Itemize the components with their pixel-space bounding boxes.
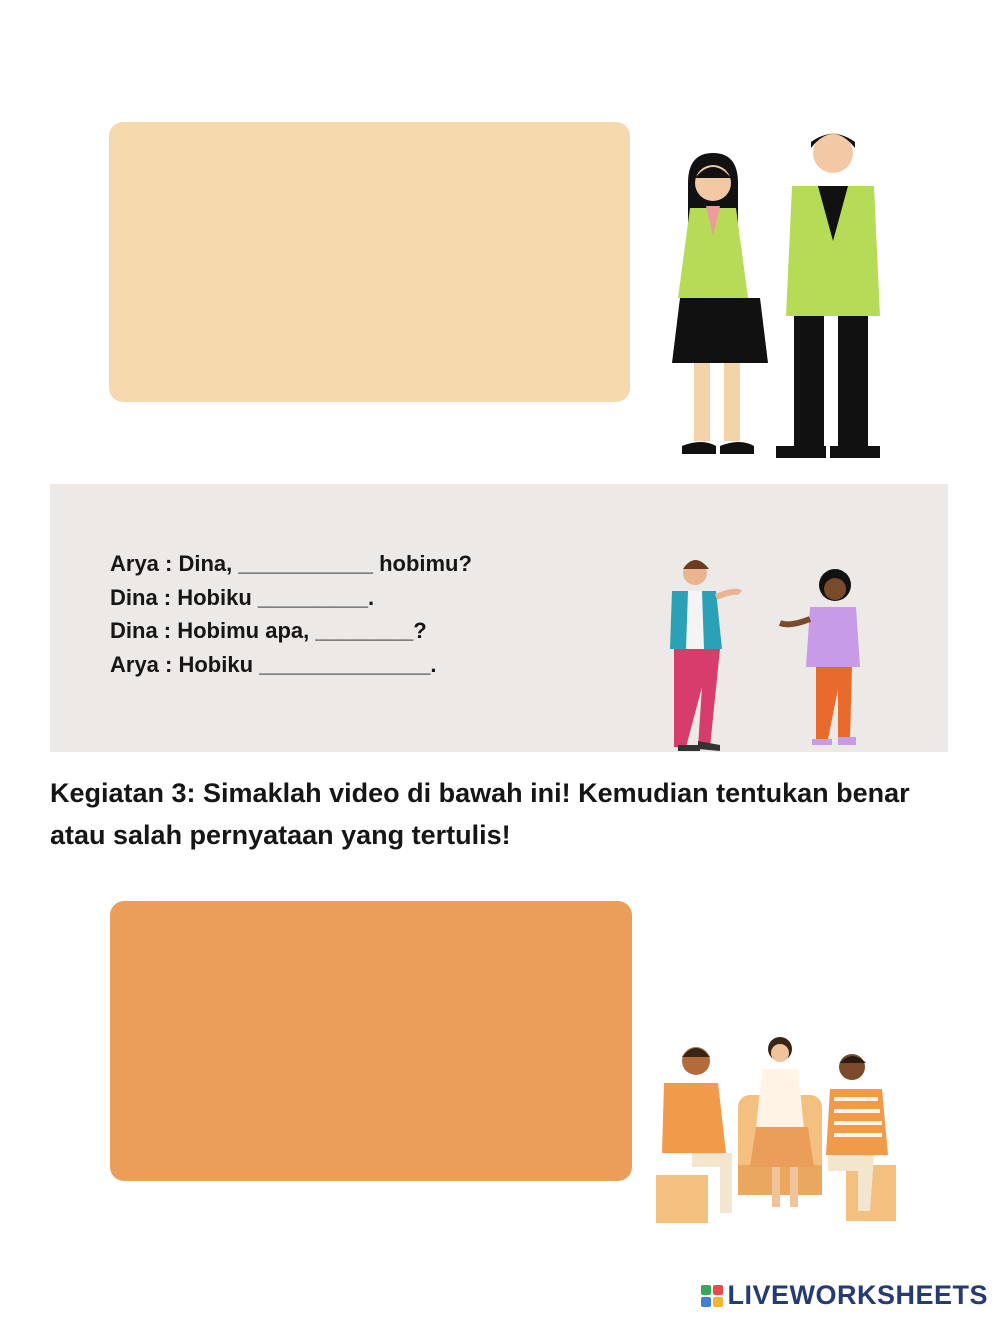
dialog-line: Dina : Hobiku _________.: [110, 584, 375, 610]
dialog-text: [110, 547, 472, 681]
brand-name: LIVEWORKSHEETS: [727, 1280, 988, 1310]
dialog-line: Arya : Hobiku ______________.: [110, 651, 437, 677]
students-illustration: [668, 128, 888, 468]
footer-brand: [701, 1280, 988, 1311]
liveworksheets-logo-icon: [701, 1285, 723, 1307]
discussion-group-illustration: [652, 1035, 902, 1230]
dialog-line: Dina : Hobimu apa, ________?: [110, 618, 427, 643]
dialog-line: Arya : Dina, ___________ hobimu?: [110, 551, 472, 576]
video-box-top: [109, 122, 630, 402]
conversation-illustration: [650, 555, 870, 755]
activity-heading: Kegiatan 3: Simaklah video di bawah ini! Kemudian tentukan benar atau salah pernyataan yang tertulis!: [50, 778, 910, 850]
video-box-bottom: [110, 901, 632, 1181]
